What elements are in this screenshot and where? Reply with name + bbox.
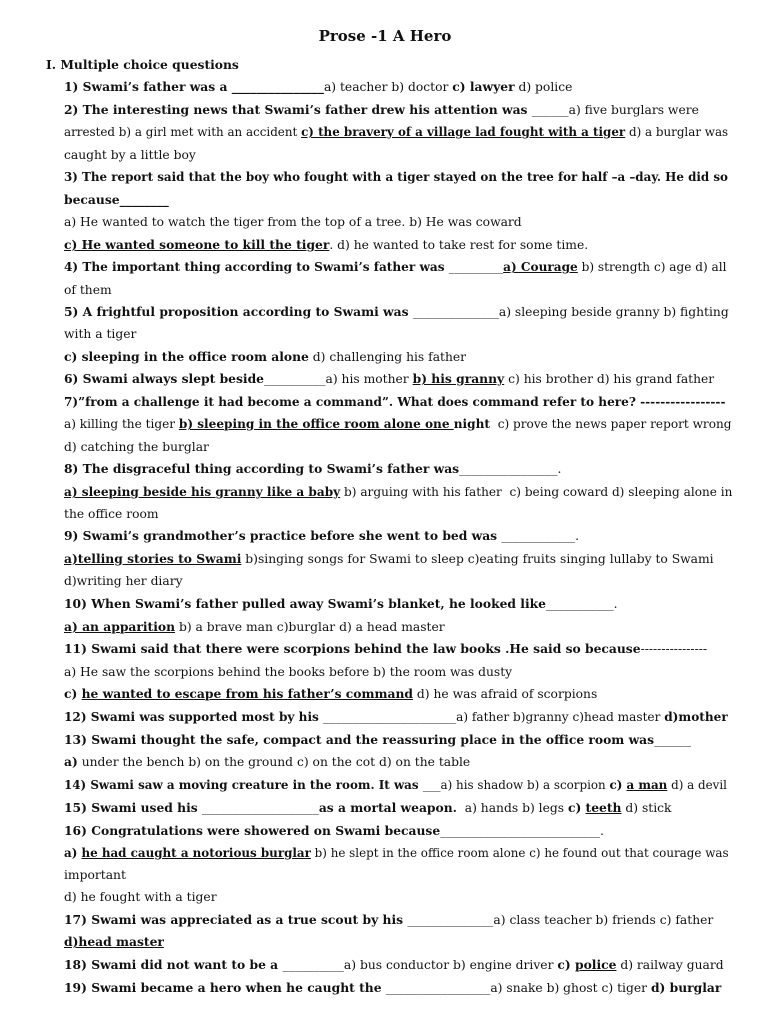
text-segment: caught by a little boy [64, 148, 196, 162]
text-segment: ___________________ [202, 801, 319, 815]
text-segment: important [64, 868, 126, 882]
text-line [64, 283, 112, 297]
answer-highlight: a) sleeping beside his granny like a baby [64, 485, 341, 499]
text-line [64, 327, 136, 341]
text-line [64, 125, 728, 139]
text-segment: ____________. [501, 529, 580, 543]
text-segment: c) [567, 800, 586, 815]
text-segment: ________________. [459, 462, 562, 476]
text-segment: under the bench b) on the ground c) on the cot d) on the table [77, 755, 471, 769]
text-segment: __________a) bus conductor b) engine driver [282, 958, 558, 972]
text-segment: d)writing her diary [64, 574, 183, 588]
text-line [64, 170, 728, 184]
text-segment: because________ [64, 192, 169, 207]
text-segment: 1) Swami’s father was a _______________ [64, 79, 324, 94]
text-segment: d) a burglar was [625, 125, 729, 139]
text-segment: d) burglar [650, 980, 722, 995]
text-line [64, 868, 126, 882]
text-segment: . d) he wanted to take rest for some time. [329, 238, 589, 252]
text-segment: a) He saw the scorpions behind the books before b) the room was dusty [64, 665, 513, 679]
text-segment: 11) Swami said that there were scorpions behind the law books .He said so because [64, 641, 641, 656]
text-segment: arrested b) a girl met with an accident [64, 125, 302, 139]
answer-highlight: he wanted to escape from his father’s command [81, 686, 413, 701]
text-line [46, 58, 239, 72]
text-segment: 12) Swami was supported most by his [64, 710, 324, 724]
text-segment: __________________________. [440, 824, 604, 838]
text-segment: 6) Swami always slept beside [64, 371, 265, 386]
text-line [64, 238, 588, 252]
text-segment: 18) Swami did not want to be a [64, 957, 283, 972]
text-segment: b) a brave man c)burglar d) a head master [175, 620, 445, 634]
text-line [64, 710, 728, 724]
text-segment: I. Multiple choice questions [46, 57, 239, 72]
text-segment: ______________________a) father b)granny c)head master [323, 710, 665, 724]
text-segment: c) lawyer [452, 79, 515, 94]
text-segment: as a mortal weapon. [318, 800, 457, 815]
text-segment: 8) The disgraceful thing according to Swami’s father was [64, 461, 460, 476]
text-segment: c) [609, 778, 627, 792]
text-segment: 19) Swami became a hero when he caught the [64, 980, 386, 995]
text-segment: b) arguing with his father c) being coward d) sleeping alone in [340, 485, 733, 499]
text-segment: d) a devil [667, 778, 727, 792]
answer-highlight: b) sleeping in the office room alone one [178, 417, 454, 431]
text-segment: a) teacher b) doctor [323, 80, 453, 94]
text-segment: a) [64, 754, 78, 769]
text-segment: d) police [514, 80, 573, 94]
text-segment: a) hands b) legs [456, 801, 568, 815]
text-line [64, 80, 572, 94]
text-line [64, 485, 732, 499]
text-segment: a) [64, 846, 82, 860]
text-segment: _________ [448, 260, 504, 274]
text-segment: 4) The important thing according to Swami’s father was [64, 260, 449, 274]
text-line [64, 507, 159, 521]
answer-highlight: a) Courage [503, 260, 578, 274]
text-line [64, 440, 209, 454]
text-segment: d)mother [664, 710, 728, 724]
text-line [64, 193, 169, 207]
answer-highlight: d)head master [64, 934, 164, 949]
text-line [64, 305, 729, 319]
text-line [64, 755, 470, 769]
text-segment: d) challenging his father [308, 350, 467, 364]
text-line [64, 733, 691, 747]
text-segment: night [453, 417, 490, 431]
answer-highlight: a)telling stories to Swami [64, 551, 242, 566]
text-segment: ---------------- [640, 642, 708, 656]
text-line [64, 417, 732, 431]
text-line [64, 620, 445, 634]
text-segment: ___________. [546, 597, 618, 611]
text-line [64, 148, 196, 162]
text-segment: 5) A frightful proposition according to Swami was [64, 304, 413, 319]
text-segment: ______________a) class teacher b) friends c) father [407, 913, 714, 927]
answer-highlight: police [574, 957, 617, 972]
text-segment: 10) When Swami’s father pulled away Swami’s blanket, he looked like [64, 596, 546, 611]
text-line [64, 778, 727, 792]
text-segment: d) he fought with a tiger [64, 890, 217, 904]
text-segment: c) sleeping in the office room alone [64, 349, 309, 364]
text-segment: _________________a) snake b) ghost c) tiger [385, 981, 651, 995]
text-line [64, 103, 699, 117]
answer-highlight: c) the bravery of a village lad fought with a tiger [301, 125, 626, 139]
text-line [64, 552, 714, 566]
text-segment: 17) Swami was appreciated as a true scout by his [64, 912, 408, 927]
text-segment: d) he was afraid of scorpions [413, 687, 598, 701]
text-line [64, 597, 618, 611]
text-segment: a) killing the tiger [64, 417, 179, 431]
answer-highlight: a man [626, 778, 668, 792]
text-line [64, 529, 579, 543]
text-line [64, 215, 522, 229]
answer-highlight: a) an apparition [64, 619, 176, 634]
text-segment: 15) Swami used his [64, 800, 202, 815]
text-line [64, 350, 466, 364]
text-segment: c) [557, 957, 575, 972]
text-segment: 9) Swami’s grandmother’s practice before she went to bed was [64, 528, 502, 543]
answer-highlight: he had caught a notorious burglar [81, 846, 311, 860]
text-segment: 3) The report said that the boy who fought with a tiger stayed on the tree for half –a –day. He did so [64, 170, 728, 184]
text-segment: 16) Congratulations were showered on Swami because [64, 823, 441, 838]
text-segment: d) railway guard [616, 958, 724, 972]
text-segment: a) He wanted to watch the tiger from the top of a tree. b) He was coward [64, 215, 522, 229]
text-segment: d) stick [621, 801, 672, 815]
text-segment: 14) Swami saw a moving creature in the room. It was [64, 778, 423, 792]
text-line [64, 372, 714, 386]
text-segment: ______ [654, 733, 691, 747]
text-line [64, 958, 724, 972]
text-segment: c) prove the news paper report wrong [490, 417, 732, 431]
text-segment: c) [64, 686, 82, 701]
text-segment: d) catching the burglar [64, 440, 209, 454]
text-line [64, 824, 604, 838]
text-segment: with a tiger [64, 327, 137, 341]
text-segment: 7)”from a challenge it had become a command”. What does command refer to here? ----------------- [64, 395, 726, 409]
text-line [64, 801, 672, 815]
text-segment: __________a) his mother [264, 372, 413, 386]
text-line [64, 913, 713, 927]
text-segment: b) he slept in the office room alone c) he found out that courage was [310, 846, 729, 860]
text-segment: ______________a) sleeping beside granny b) fighting [412, 305, 729, 319]
text-line [64, 642, 707, 656]
text-segment: c) his brother d) his grand father [504, 372, 715, 386]
text-segment: ______a) five burglars were [531, 103, 699, 117]
text-segment: the office room [64, 507, 159, 521]
text-segment: 2) The interesting news that Swami’s father drew his attention was [64, 102, 532, 117]
text-line [64, 846, 729, 860]
text-segment: ___a) his shadow b) a scorpion [422, 778, 610, 792]
answer-highlight: b) his granny [412, 371, 505, 386]
text-line [64, 890, 217, 904]
text-line [64, 395, 725, 409]
page-title: Prose -1 A Hero [318, 27, 452, 45]
text-segment: 13) Swami thought the safe, compact and the reassuring place in the office room was [64, 732, 655, 747]
text-line [64, 260, 726, 274]
text-segment: of them [64, 283, 112, 297]
text-line [64, 981, 721, 995]
text-line [64, 462, 561, 476]
answer-highlight: c) He wanted someone to kill the tiger [64, 237, 330, 252]
text-line [64, 665, 512, 679]
answer-highlight: teeth [585, 800, 622, 815]
text-line [64, 687, 597, 701]
text-line [64, 935, 164, 949]
text-segment: b) strength c) age d) all [577, 260, 727, 274]
text-segment: b)singing songs for Swami to sleep c)eating fruits singing lullaby to Swami [241, 552, 714, 566]
text-line [64, 574, 183, 588]
